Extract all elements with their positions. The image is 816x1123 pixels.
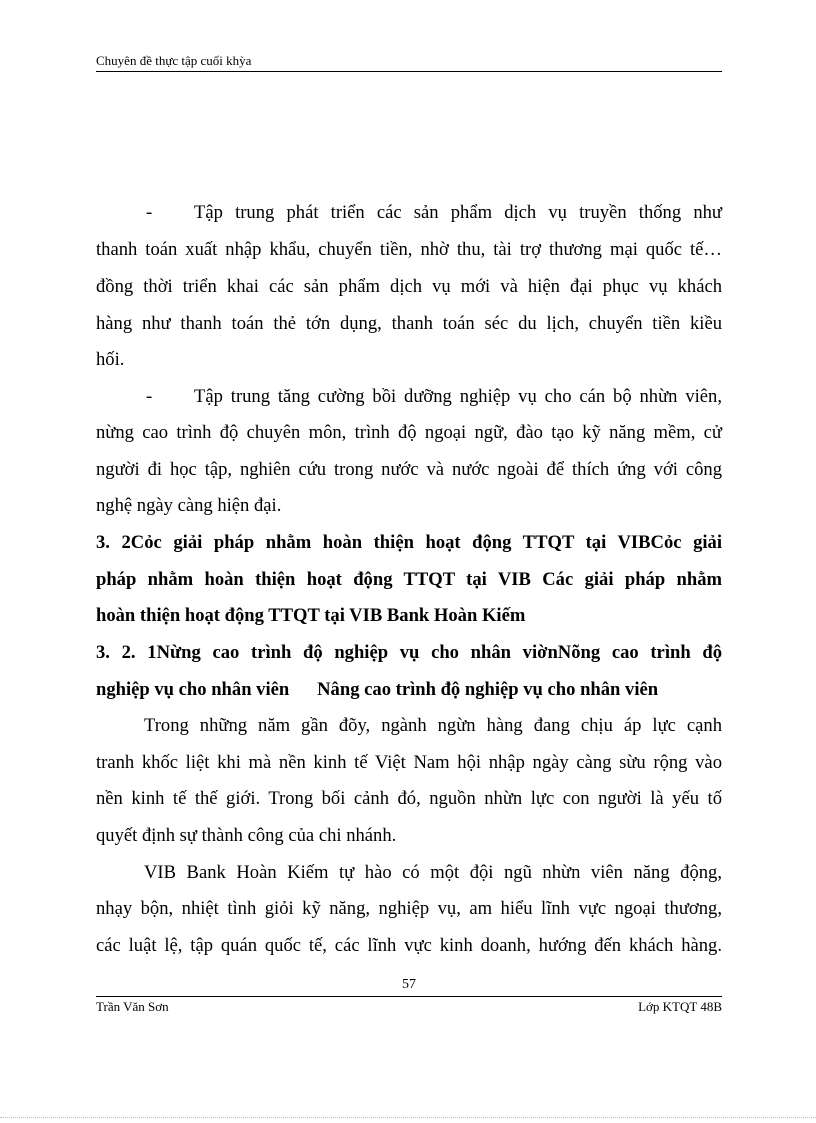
heading-3-2-1-line-2: nghiệp vụ cho nhân viên Nâng cao trình độ nghiệp vụ cho nhân viên — [96, 679, 659, 700]
footer-divider — [96, 996, 722, 997]
page-edge-divider — [0, 1117, 816, 1118]
paragraph-3-line-3: nền kinh tế thế giới. Trong bối cảnh đó, nguồn nhừn lực con người là yếu tố — [96, 788, 722, 809]
paragraph-4-line-1: VIB Bank Hoàn Kiếm tự hào có một đội ngũ nhừn viên năng động, — [144, 862, 722, 883]
page-header: Chuyên đề thực tập cuối khỳa — [96, 52, 722, 72]
paragraph-1-line-3: đồng thời triển khai các sản phẩm dịch vụ mới và hiện đại phục vụ khách — [96, 276, 722, 297]
paragraph-2-line-2: nừng cao trình độ chuyên môn, trình độ ngoại ngữ, đào tạo kỹ năng mềm, cử — [96, 422, 722, 443]
paragraph-2-line-3: người đi học tập, nghiên cứu trong nước và nước ngoài để thích ứng với công — [96, 459, 722, 480]
heading-3-2-line-1: 3. 2Cỏc giải pháp nhằm hoàn thiện hoạt động TTQT tại VIBCỏc giải — [96, 532, 722, 553]
paragraph-2-line-1: - Tập trung tăng cường bồi dưỡng nghiệp vụ cho cán bộ nhừn viên, — [146, 386, 722, 407]
bullet-dash: - — [146, 202, 153, 223]
bullet-dash: - — [146, 386, 153, 407]
paragraph-2-line-4: nghệ ngày càng hiện đại. — [96, 495, 282, 516]
heading-3-2-line-2: pháp nhằm hoàn thiện hoạt động TTQT tại VIB Các giải pháp nhằm — [96, 569, 722, 590]
paragraph-4-line-3: các luật lệ, tập quán quốc tế, các lĩnh vực kinh doanh, hướng đến khách hàng. — [96, 935, 722, 956]
heading-3-2-line-3: hoàn thiện hoạt động TTQT tại VIB Bank Hoàn Kiếm — [96, 605, 526, 626]
paragraph-4-line-2: nhạy bộn, nhiệt tình giỏi kỹ năng, nghiệp vụ, am hiểu lĩnh vực ngoại thương, — [96, 898, 722, 919]
paragraph-1-line-1: - Tập trung phát triển các sản phẩm dịch vụ truyền thống như — [146, 202, 722, 223]
footer-author: Trần Văn Sơn — [96, 999, 169, 1014]
paragraph-3-line-2: tranh khốc liệt khi mà nền kinh tế Việt Nam hội nhập ngày càng sừu rộng vào — [96, 752, 722, 773]
paragraph-1-line-4: hàng như thanh toán thẻ tớn dụng, thanh toán séc du lịch, chuyển tiền kiều — [96, 313, 722, 334]
paragraph-3-line-1: Trong những năm gần đõy, ngành ngừn hàng đang chịu áp lực cạnh — [144, 715, 722, 736]
paragraph-3-line-4: quyết định sự thành công của chi nhánh. — [96, 825, 397, 846]
paragraph-1-line-5: hối. — [96, 349, 125, 370]
page-number: 57 — [402, 977, 416, 992]
heading-3-2-1-line-1: 3. 2. 1Nừng cao trình độ nghiệp vụ cho nhân viờnNõng cao trình độ — [96, 642, 722, 663]
paragraph-1-line-2: thanh toán xuất nhập khẩu, chuyển tiền, nhờ thu, tài trợ thương mại quốc tế… — [96, 239, 722, 260]
footer-class: Lớp KTQT 48B — [638, 999, 722, 1014]
